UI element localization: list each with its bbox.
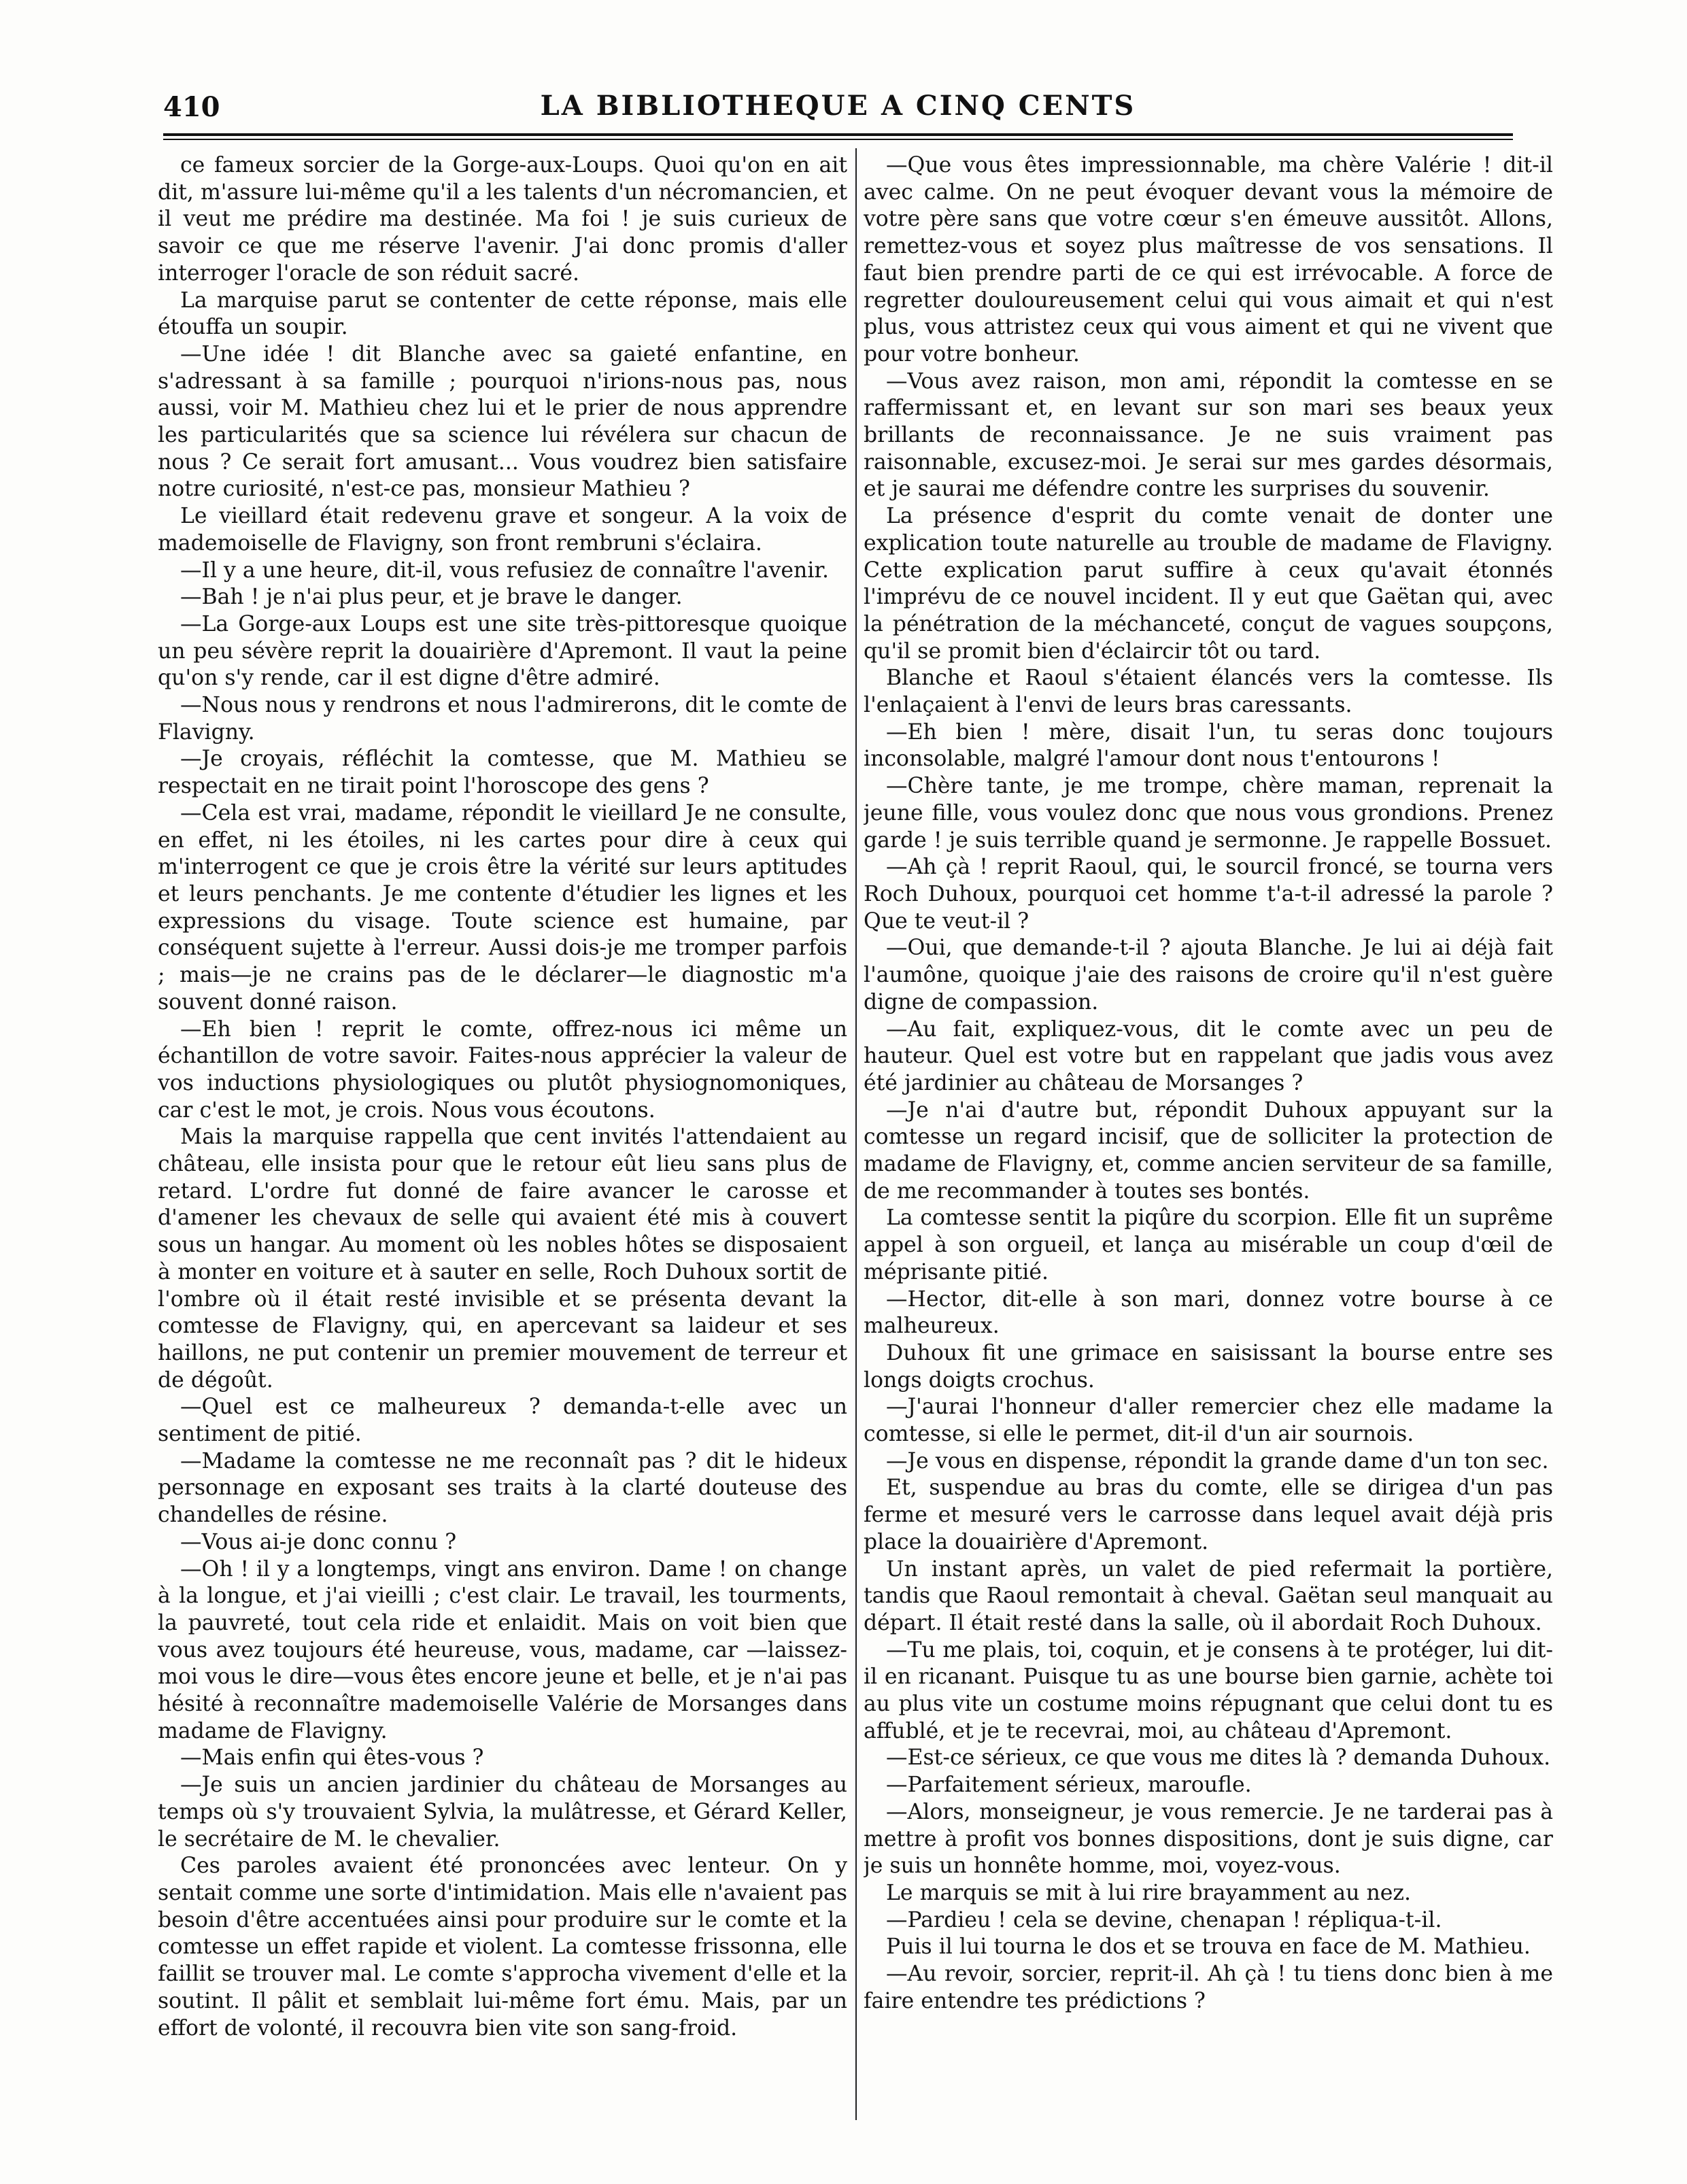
- column-divider: [855, 148, 857, 2120]
- paragraph: —Que vous êtes impressionnable, ma chère Valérie ! dit-il avec calme. On ne peut évoquer devant vous la mémoire de votre père sans que votre cœur s'en émeuve aussitôt. Allons, remettez-vous et soyez plus maîtresse de vos sensations. Il faut bien prendre parti de ce qui est irrévocable. A force de regretter douloureusement celui qui vous aimait et qui n'est plus, vous attristez ceux qui vous aiment et qui ne vivent que pour votre bonheur.: [864, 153, 1553, 366]
- paragraph: —Cela est vrai, madame, répondit le vieillard Je ne consulte, en effet, ni les étoiles, ni les cartes pour dire à ceux qui m'interrogent ce que je crois être la vérité sur leurs aptitudes et leurs penchants. Je me contente d'étudier les lignes et les expressions du visage. Toute science est humaine, par conséquent sujette à l'erreur. Aussi dois-je me tromper parfois ; mais—je ne crains pas de le déclarer—le diagnostic m'a souvent donné raison.: [158, 800, 847, 1014]
- paragraph: —Il y a une heure, dit-il, vous refusiez de connaître l'avenir.: [180, 558, 830, 583]
- paragraph: —Oui, que demande-t-il ? ajouta Blanche. Je lui ai déjà fait l'aumône, quoique j'aie des raisons de croire qu'il n'est guère digne de compassion.: [864, 936, 1553, 1014]
- left-column: [158, 152, 847, 2117]
- paragraph: —Je croyais, réfléchit la comtesse, que M. Mathieu se respectait en ne tirait point l'horoscope des gens ?: [158, 747, 847, 799]
- paragraph: —Je vous en dispense, répondit la grande dame d'un ton sec.: [886, 1448, 1549, 1473]
- paragraph: —Est-ce sérieux, ce que vous me dites là ? demanda Duhoux.: [886, 1745, 1551, 1771]
- paragraph: —Je suis un ancien jardinier du château de Morsanges au temps où s'y trouvaient Sylvia, la mulâtresse, et Gérard Keller, le secrétaire de M. le chevalier.: [158, 1773, 847, 1852]
- paragraph: —Vous ai-je donc connu ?: [180, 1529, 457, 1554]
- paragraph: Ces paroles avaient été prononcées avec lenteur. On y sentait comme une sorte d'intimidation. Mais elle n'avaient pas besoin d'être accentuées ainsi pour produire sur le comte et la comtesse un effet rapide et violent. La comtesse frissonna, elle faillit se trouver mal. Le comte s'approcha vivement d'elle et la soutint. Il pâlit et semblait lui-même fort ému. Mais, par un effort de volonté, il recouvra bien vite son sang-froid.: [158, 1854, 847, 2041]
- paragraph: —Quel est ce malheureux ? demanda-t-elle avec un sentiment de pitié.: [158, 1395, 847, 1447]
- paragraph: —Nous nous y rendrons et nous l'admirerons, dit le comte de Flavigny.: [158, 693, 847, 745]
- paragraph: —Une idée ! dit Blanche avec sa gaieté enfantine, en s'adressant à sa famille ; pourquoi n'irions-nous pas, nous aussi, voir M. Mathieu chez lui et le prier de nous apprendre les particularités que sa science lui révélera sur chacun de nous ? Ce serait fort amusant... Vous voudrez bien satisfaire notre curiosité, n'est-ce pas, monsieur Mathieu ?: [158, 341, 847, 502]
- paragraph: —Hector, dit-elle à son mari, donnez votre bourse à ce malheureux.: [864, 1286, 1553, 1339]
- paragraph: —Chère tante, je me trompe, chère maman, reprenait la jeune fille, vous voulez donc que nous vous grondions. Prenez garde ! je suis terrible quand je sermonne. Je rappelle Bossuet.: [864, 774, 1553, 853]
- paragraph: —Au fait, expliquez-vous, dit le comte avec un peu de hauteur. Quel est votre but en rappelant que jadis vous avez été jardinier au château de Morsanges ?: [864, 1017, 1553, 1095]
- paragraph: —Pardieu ! cela se devine, chenapan ! répliqua-t-il.: [886, 1907, 1442, 1932]
- paragraph: Le vieillard était redevenu grave et songeur. A la voix de mademoiselle de Flavigny, son front rembruni s'éclaira.: [158, 504, 847, 556]
- paragraph: —Vous avez raison, mon ami, répondit la comtesse en se raffermissant et, en levant sur son mari ses beaux yeux brillants de reconnaissance. Je ne suis vraiment pas raisonnable, excusez-moi. Je serai sur mes gardes désormais, et je saurai me défendre contre les surprises du souvenir.: [864, 369, 1553, 502]
- paragraph: Mais la marquise rappella que cent invités l'attendaient au château, elle insista pour que le retour eût lieu sans plus de retard. L'ordre fut donné de faire avancer le carosse et d'amener les chevaux de selle qui avaient été mis à couvert sous un hangar. Au moment où les nobles hôtes se disposaient à monter en voiture et à sauter en selle, Roch Duhoux sortit de l'ombre où il était resté invisible et se présenta devant la comtesse de Flavigny, qui, en apercevant sa laideur et ses haillons, ne put contenir un premier mouvement de terreur et de dégoût.: [158, 1125, 847, 1393]
- paragraph: —La Gorge-aux Loups est une site très-pittoresque quoique un peu sévère reprit la douairière d'Apremont. Il vaut la peine qu'on s'y rende, car il est digne d'être admiré.: [158, 611, 847, 691]
- paragraph: —Au revoir, sorcier, reprit-il. Ah çà ! tu tiens donc bien à me faire entendre tes prédictions ?: [864, 1962, 1553, 2013]
- paragraph: Duhoux fit une grimace en saisissant la bourse entre ses longs doigts crochus.: [864, 1340, 1553, 1393]
- paragraph: ce fameux sorcier de la Gorge-aux-Loups. Quoi qu'on en ait dit, m'assure lui-même qu'il a les talents d'un nécromancien, et il veut me prédire ma destinée. Ma foi ! je suis curieux de savoir ce que me réserve l'avenir. J'ai donc promis d'aller interroger l'oracle de son réduit sacré.: [158, 153, 847, 286]
- paragraph: —Parfaitement sérieux, maroufle.: [886, 1773, 1252, 1798]
- paragraph: La marquise parut se contenter de cette réponse, mais elle étouffa un soupir.: [158, 288, 847, 340]
- header-rule-thin: [163, 139, 1513, 140]
- paragraph: —Alors, monseigneur, je vous remercie. Je ne tarderai pas à mettre à profit vos bonnes dispositions, dont je suis digne, car je suis un honnête homme, moi, voyez-vous.: [864, 1799, 1553, 1879]
- paragraph: —Mais enfin qui êtes-vous ?: [180, 1745, 484, 1771]
- paragraph: —Oh ! il y a longtemps, vingt ans environ. Dame ! on change à la longue, et j'ai vieilli ; c'est clair. Le travail, les tourments, la pauvreté, tout cela ride et enlaidit. Mais on voit bien que vous avez toujours été heureuse, vous, madame, car —laissez-moi vous le dire—vous êtes encore jeune et belle, et je n'ai pas hésité à reconnaître mademoiselle Valérie de Morsanges dans madame de Flavigny.: [158, 1556, 847, 1743]
- paragraph: —Ah çà ! reprit Raoul, qui, le sourcil froncé, se tourna vers Roch Duhoux, pourquoi cet homme t'a-t-il adressé la parole ? Que te veut-il ?: [864, 855, 1553, 934]
- paragraph: —J'aurai l'honneur d'aller remercier chez elle madame la comtesse, si elle le permet, dit-il d'un air sournois.: [864, 1395, 1553, 1447]
- paragraph: Et, suspendue au bras du comte, elle se dirigea d'un pas ferme et mesuré vers le carrosse dans lequel avait déjà pris place la douairière d'Apremont.: [864, 1475, 1553, 1554]
- right-column: [864, 152, 1553, 2117]
- paragraph: —Bah ! je n'ai plus peur, et je brave le danger.: [180, 585, 683, 610]
- paragraph: Blanche et Raoul s'étaient élancés vers la comtesse. Ils l'enlaçaient à l'envi de leurs bras caressants.: [864, 666, 1553, 718]
- paragraph: —Eh bien ! reprit le comte, offrez-nous ici même un échantillon de votre savoir. Faites-nous apprécier la valeur de vos inductions physiologiques ou plutôt physiognomoniques, car c'est le mot, je crois. Nous vous écoutons.: [158, 1017, 847, 1123]
- paragraph: La comtesse sentit la piqûre du scorpion. Elle fit un suprême appel à son orgueil, et lança au misérable un coup d'œil de méprisante pitié.: [864, 1206, 1553, 1284]
- paragraph: La présence d'esprit du comte venait de donter une explication toute naturelle au trouble de madame de Flavigny. Cette explication parut suffire à ceux qu'avait étonnés l'imprévu de ce nouvel incident. Il y eut que Gaëtan qui, avec la pénétration de la méchanceté, conçut de vagues soupçons, qu'il se promit bien d'éclaircir tôt ou tard.: [864, 504, 1553, 664]
- paragraph: Puis il lui tourna le dos et se trouva en face de M. Mathieu.: [886, 1934, 1531, 1960]
- page-number: 410: [163, 91, 220, 123]
- page-header: [163, 87, 1513, 128]
- paragraph: —Madame la comtesse ne me reconnaît pas ? dit le hideux personnage en exposant ses traits à la clarté douteuse des chandelles de résine.: [158, 1448, 847, 1528]
- paragraph: Un instant après, un valet de pied refermait la portière, tandis que Raoul remontait à cheval. Gaëtan seul manquait au départ. Il était resté dans la salle, où il abordait Roch Duhoux.: [864, 1556, 1553, 1635]
- paragraph: —Tu me plais, toi, coquin, et je consens à te protéger, lui dit-il en ricanant. Puisque tu as une bourse bien garnie, achète toi au plus vite un costume moins répugnant que celui dont tu es affublé, et je te recevrai, moi, au château d'Apremont.: [864, 1637, 1553, 1743]
- running-title: LA BIBLIOTHEQUE A CINQ CENTS: [540, 90, 1136, 122]
- header-rule: [163, 133, 1513, 136]
- paragraph: Le marquis se mit à lui rire brayamment au nez.: [886, 1881, 1412, 1905]
- paragraph: —Je n'ai d'autre but, répondit Duhoux appuyant sur la comtesse un regard incisif, que de solliciter la protection de madame de Flavigny, et, comme ancien serviteur de sa famille, de me recommander à toutes ses bontés.: [864, 1097, 1553, 1204]
- paragraph: —Eh bien ! mère, disait l'un, tu seras donc toujours inconsolable, malgré l'amour dont nous t'entourons !: [864, 719, 1553, 772]
